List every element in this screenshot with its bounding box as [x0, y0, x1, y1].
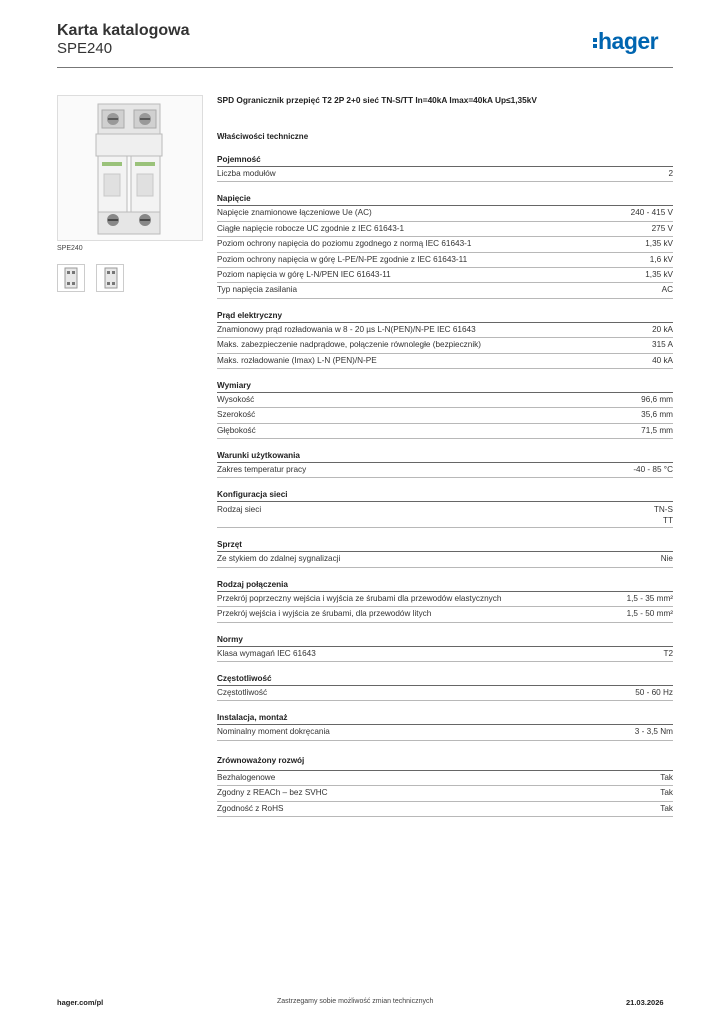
spec-row — [217, 686, 673, 701]
spec-label: Poziom ochrony napięcia do poziomu zgodnego z normą IEC 61643-1 — [217, 239, 472, 249]
spec-value: 1,6 kV — [649, 254, 673, 264]
spec-section — [217, 380, 673, 439]
spec-label: Ze stykiem do zdalnej sygnalizacji — [217, 554, 341, 564]
footer-note: Zastrzegamy sobie możliwość zmian technicznych — [277, 998, 434, 1005]
spec-label: Klasa wymagań IEC 61643 — [217, 648, 316, 658]
spec-section — [217, 673, 673, 701]
spec-row — [217, 607, 673, 622]
hager-logo[interactable] — [593, 28, 658, 55]
section-heading: Rodzaj połączenia — [217, 579, 673, 592]
spec-value: 275 V — [651, 223, 673, 233]
spec-label: Zakres temperatur pracy — [217, 465, 307, 475]
spec-value: 3 - 3,5 Nm — [634, 727, 673, 737]
spec-section — [217, 752, 673, 817]
spec-value: 40 kA — [652, 355, 673, 365]
page-subtitle: SPE240 — [57, 40, 113, 57]
page-title: Karta katalogowa — [57, 22, 190, 39]
spec-row — [217, 393, 673, 408]
logo-text: hager — [598, 28, 659, 54]
spec-section — [217, 579, 673, 623]
spec-value: AC — [661, 285, 673, 295]
spec-value: 20 kA — [652, 324, 673, 334]
spec-label: Znamionowy prąd rozładowania w 8 - 20 µs L-N(PEN)/N-PE IEC 61643 — [217, 324, 476, 334]
spec-section — [217, 450, 673, 478]
spec-label: Poziom napięcia w górę L-N/PEN IEC 61643-11 — [217, 269, 391, 279]
spec-value: Nie — [660, 554, 673, 564]
spec-value: -40 - 85 °C — [633, 465, 673, 475]
spec-value: 71,5 mm — [641, 425, 673, 435]
spec-row — [217, 253, 673, 268]
product-image-caption: SPE240 — [57, 245, 83, 252]
spec-row — [217, 647, 673, 662]
footer-website[interactable]: hager.com/pl — [57, 998, 104, 1007]
spec-section — [217, 489, 673, 528]
spec-value: 240 - 415 V — [630, 208, 673, 218]
thumbnail-front[interactable] — [57, 264, 85, 292]
section-heading: Zrównoważony rozwój — [217, 752, 673, 771]
spec-label: Poziom ochrony napięcia w górę L-PE/N-PE zgodnie z IEC 61643-11 — [217, 254, 468, 264]
section-heading: Instalacja, montaż — [217, 712, 673, 725]
spec-row — [217, 167, 673, 182]
spec-row — [217, 354, 673, 369]
spec-value: 1,5 - 35 mm² — [626, 593, 673, 603]
spec-row — [217, 592, 673, 607]
thumbnail-side[interactable] — [96, 264, 124, 292]
section-heading: Wymiary — [217, 380, 673, 393]
spec-row — [217, 237, 673, 252]
spec-row — [217, 552, 673, 567]
spec-value: 1,5 - 50 mm² — [626, 609, 673, 619]
spec-section — [217, 154, 673, 182]
spec-label: Przekrój wejścia i wyjścia ze śrubami, dla przewodów litych — [217, 609, 432, 619]
spec-value: TN-S TT — [653, 505, 673, 526]
spec-value: T2 — [663, 648, 673, 658]
spec-label: Typ napięcia zasilania — [217, 285, 298, 295]
spec-row — [217, 802, 673, 817]
spec-section — [217, 634, 673, 662]
spec-label: Szerokość — [217, 410, 256, 420]
spec-label: Wysokość — [217, 394, 255, 404]
spec-row — [217, 206, 673, 221]
spec-section — [217, 193, 673, 298]
spec-value: 1,35 kV — [645, 239, 673, 249]
spec-row — [217, 424, 673, 439]
product-title: SPD Ogranicznik przepięć T2 2P 2+0 sieć TN-S/TT In=40kA Imax=40kA Up≤1,35kV — [217, 95, 537, 105]
spec-label: Przekrój poprzeczny wejścia i wyjścia ze śrubami dla przewodów elastycznych — [217, 593, 502, 603]
spec-section — [217, 539, 673, 567]
spec-label: Częstotliwość — [217, 688, 268, 698]
section-heading: Sprzęt — [217, 539, 673, 552]
spec-row — [217, 502, 673, 528]
spec-value: 50 - 60 Hz — [635, 688, 673, 698]
spec-value: Tak — [660, 803, 673, 813]
spec-label: Nominalny moment dokręcania — [217, 727, 330, 737]
section-heading: Częstotliwość — [217, 673, 673, 686]
spec-row — [217, 463, 673, 478]
header-divider — [57, 67, 673, 68]
spec-row — [217, 268, 673, 283]
spec-section — [217, 310, 673, 369]
section-heading: Konfiguracja sieci — [217, 489, 673, 502]
spec-row — [217, 283, 673, 298]
spec-label: Zgodny z REACh – bez SVHC — [217, 788, 328, 798]
surge-protector-icon — [58, 96, 202, 240]
spec-label: Ciągłe napięcie robocze UC zgodnie z IEC 61643-1 — [217, 223, 405, 233]
spec-label: Maks. rozładowanie (Imax) L-N (PEN)/N-PE — [217, 355, 377, 365]
spec-label: Głębokość — [217, 425, 256, 435]
spec-row — [217, 725, 673, 740]
thumbnail-device-icon — [97, 265, 123, 291]
spec-section — [217, 712, 673, 740]
spec-value: 35,6 mm — [641, 410, 673, 420]
spec-value: 2 — [668, 169, 673, 178]
spec-value: Tak — [660, 788, 673, 798]
spec-row — [217, 222, 673, 237]
spec-row — [217, 323, 673, 338]
spec-row — [217, 338, 673, 353]
section-heading: Warunki użytkowania — [217, 450, 673, 463]
properties-title: Właściwości techniczne — [217, 132, 309, 141]
spec-label: Rodzaj sieci — [217, 505, 262, 515]
section-heading: Prąd elektryczny — [217, 310, 673, 323]
product-image[interactable] — [57, 95, 203, 241]
spec-value: 1,35 kV — [645, 269, 673, 279]
spec-label: Bezhalogenowe — [217, 772, 276, 782]
spec-label: Liczba modułów — [217, 169, 276, 178]
thumbnail-device-icon — [58, 265, 84, 291]
spec-value: Tak — [660, 772, 673, 782]
spec-label: Napięcie znamionowe łączeniowe Ue (AC) — [217, 208, 372, 218]
spec-row — [217, 771, 673, 786]
spec-sheet — [217, 90, 673, 817]
logo-colon-icon — [593, 38, 597, 42]
spec-row — [217, 408, 673, 423]
section-heading: Normy — [217, 634, 673, 647]
section-heading: Napięcie — [217, 193, 673, 206]
footer-date: 21.03.2026 — [626, 998, 664, 1007]
spec-sections — [217, 154, 673, 817]
spec-value: 96,6 mm — [641, 394, 673, 404]
spec-label: Maks. zabezpieczenie nadprądowe, połączenie równoległe (bezpiecznik) — [217, 340, 481, 350]
spec-value: 315 A — [652, 340, 673, 350]
spec-row — [217, 786, 673, 801]
section-heading: Pojemność — [217, 154, 673, 167]
spec-label: Zgodność z RoHS — [217, 803, 284, 813]
